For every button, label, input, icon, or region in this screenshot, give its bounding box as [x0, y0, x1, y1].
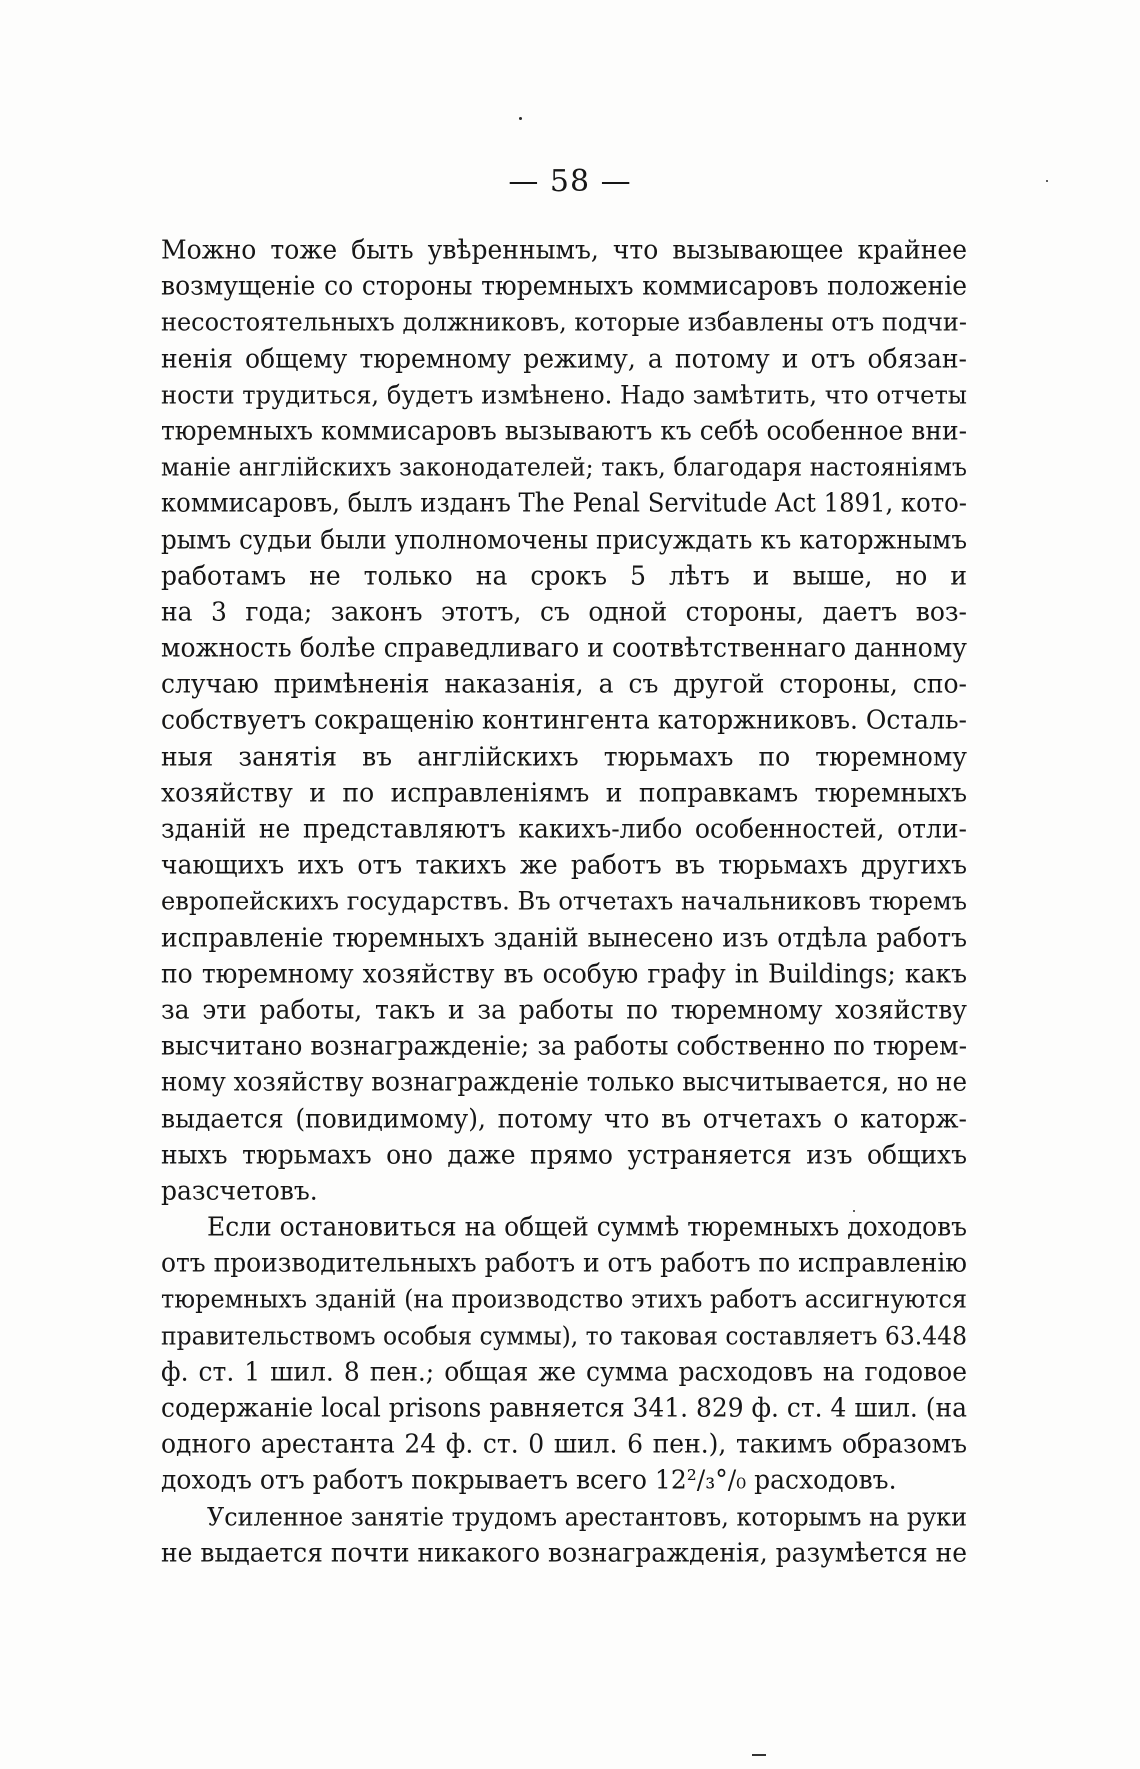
paragraph — [161, 232, 967, 1209]
ink-speck — [519, 117, 522, 120]
text-line: работамъ не только на срокъ 5 лѣтъ и выше, но и — [161, 559, 967, 591]
text-line: по тюремному хозяйству въ особую графу in Buildings; какъ — [161, 957, 967, 989]
text-line: высчитано вознагражденіе; за работы собственно по тюрем- — [161, 1030, 967, 1061]
text-line: не выдается почти никакого вознагражденія, разумѣется не — [161, 1536, 967, 1568]
text-line: Можно тоже быть увѣреннымъ, что вызывающее крайнее — [161, 234, 967, 265]
text-line: тюремныхъ коммисаровъ вызываютъ къ себѣ особенное вни- — [161, 415, 967, 446]
text-line: отъ производительныхъ работъ и отъ работъ по исправленію — [161, 1247, 967, 1279]
text-line: содержаніе local prisons равняется 341. 829 ф. ст. 4 шил. (на — [161, 1392, 967, 1423]
text-line: случаю примѣненія наказанія, а съ другой стороны, спо- — [161, 668, 967, 700]
text-line: на 3 года; законъ этотъ, съ одной стороны, даетъ воз- — [161, 595, 967, 627]
body-text — [161, 232, 967, 1571]
text-line: ности трудиться, будетъ измѣнено. Надо замѣтить, что отчеты — [161, 379, 967, 410]
text-line: зданій не представляютъ какихъ-либо особенностей, отли- — [161, 813, 967, 844]
print-mark — [752, 1754, 766, 1756]
text-line: ныхъ тюрьмахъ оно даже прямо устраняется изъ общихъ — [161, 1138, 967, 1170]
text-line: за эти работы, такъ и за работы по тюремному хозяйству — [161, 994, 967, 1025]
text-line: разсчетовъ. — [161, 1174, 318, 1206]
text-line: собствуетъ сокращенію контингента каторжниковъ. Осталь- — [161, 704, 967, 736]
text-line: чающихъ ихъ отъ такихъ же работъ въ тюрьмахъ другихъ — [161, 849, 967, 881]
paragraph — [161, 1209, 967, 1499]
text-line: хозяйству и по исправленіямъ и поправкамъ тюремныхъ — [161, 776, 967, 808]
text-line: ф. ст. 1 шил. 8 пен.; общая же сумма расходовъ на годовое — [161, 1355, 967, 1387]
text-line: коммисаровъ, былъ изданъ The Penal Servitude Act 1891, кото- — [161, 487, 967, 519]
text-line: европейскихъ государствъ. Въ отчетахъ начальниковъ тюремъ — [161, 886, 967, 917]
text-line: Если остановиться на общей суммѣ тюремныхъ доходовъ — [207, 1211, 967, 1242]
text-line: ненія общему тюремному режиму, а потому и отъ обязан- — [161, 342, 967, 374]
text-line: рымъ судьи были уполномочены присуждать къ каторжнымъ — [161, 523, 967, 555]
text-line: тюремныхъ зданій (на производство этихъ работъ ассигнуются — [161, 1284, 967, 1315]
text-line: можность болѣе справедливаго и соотвѣтственнаго данному — [161, 632, 967, 663]
text-line: возмущеніе со стороны тюремныхъ коммисаровъ положеніе — [161, 270, 967, 302]
text-line: одного арестанта 24 ф. ст. 0 шил. 6 пен.), такимъ образомъ — [161, 1428, 967, 1460]
text-line: несостоятельныхъ должниковъ, которые избавлены отъ подчи- — [161, 307, 967, 338]
page-number: — 58 — — [508, 164, 632, 199]
text-line: исправленіе тюремныхъ зданій вынесено изъ отдѣла работъ — [161, 921, 967, 953]
paragraph — [161, 1499, 967, 1571]
text-line: маніе англійскихъ законодателей; такъ, благодаря настояніямъ — [161, 452, 967, 482]
text-line: ному хозяйству вознагражденіе только высчитывается, но не — [161, 1066, 968, 1098]
text-line: выдается (повидимому), потому что въ отчетахъ о каторж- — [161, 1102, 967, 1134]
text-line: ныя занятія въ англійскихъ тюрьмахъ по тюремному — [161, 740, 967, 772]
text-line: правительствомъ особыя суммы), то таковая составляетъ 63.448 — [161, 1320, 967, 1351]
text-line: Усиленное занятіе трудомъ арестантовъ, которымъ на руки — [207, 1501, 967, 1532]
text-line: доходъ отъ работъ покрываетъ всего 12²/₃°/₀ расходовъ. — [161, 1464, 897, 1496]
